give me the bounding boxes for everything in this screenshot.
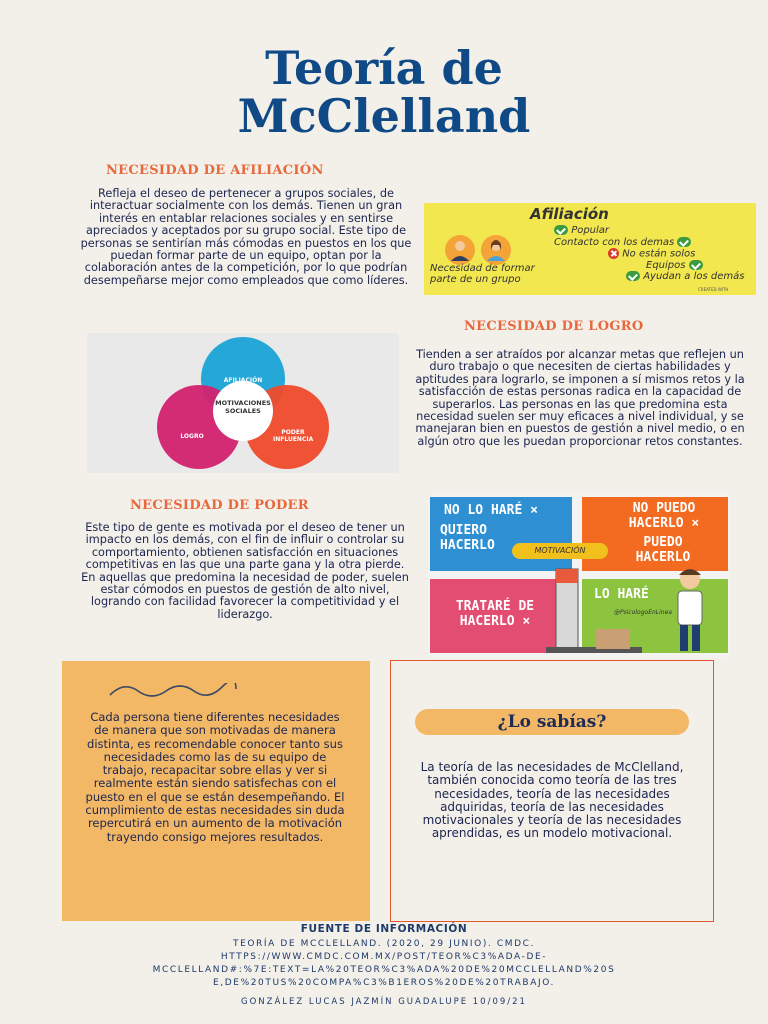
fuente-line-4: E,DE%20TUS%20COMPA%C3%B1EROS%20DE%20TRABAJO. <box>213 978 555 988</box>
people-icon <box>442 233 518 267</box>
x-icon <box>608 248 619 259</box>
afiliacion-image-note: Necesidad de formar parte de un grupo <box>430 263 535 285</box>
title-line-2: McClelland <box>237 89 531 143</box>
afiliacion-heading: NECESIDAD DE AFILIACIÓN <box>106 163 324 178</box>
venn-logro-label: LOGRO <box>180 433 204 440</box>
check-icon <box>554 225 568 235</box>
sabias-title: ¿Lo sabías? <box>415 709 689 735</box>
afiliacion-item-4: Equipos <box>646 260 703 271</box>
motivacion-image <box>428 495 730 657</box>
check-icon <box>677 237 691 247</box>
poder-heading: NECESIDAD DE PODER <box>130 498 309 513</box>
afiliacion-text: Refleja el deseo de pertenecer a grupos sociales, de interactuar socialmente con los demás. Tienen un gran interés en entablar relaciones sociales y en sentirse apreciados y aceptados por su grupo social. Este tipo de personas se sentirían más cómodas en puestos en los que puedan formar parte de un equipo, optan por la colaboración antes de la competición, por lo que podrían desempeñarse mejor como empleados que como líderes. <box>80 187 412 287</box>
fuente-line-1: TEORÍA DE MCCLELLAND. (2020, 29 JUNIO). CMDC. <box>232 939 535 949</box>
sabias-box <box>390 660 714 922</box>
motivacion-handle: @PsicologoEnLinea <box>614 609 672 616</box>
fuente-line-2: HTTPS://WWW.CMDC.COM.MX/POST/TEOR%C3%ADA-DE- <box>220 952 548 962</box>
credit-text: CREATED WITH <box>698 287 729 292</box>
wave-decoration <box>108 683 238 699</box>
motivacion-center-label: MOTIVACIÓN <box>512 543 608 559</box>
motivaciones-diagram <box>87 333 399 473</box>
label-tratare: TRATARÉ DE HACERLO × <box>455 599 535 629</box>
label-no-puedo: NO PUEDO HACERLO × <box>628 501 700 531</box>
venn-poder-label: PODER INFLUENCIA <box>273 429 314 443</box>
page-title <box>0 41 768 143</box>
afiliacion-item-5: Ayudan a los demás <box>626 271 744 282</box>
label-no-lo-hare: NO LO HARÉ × <box>444 503 538 518</box>
fuente-line-3: MCCLELLAND#:%7E:TEXT=LA%20TEOR%C3%ADA%20DE%20MCCLELLAND%20S <box>152 965 616 975</box>
fuente-heading: FUENTE DE INFORMACIÓN <box>300 923 468 935</box>
check-icon <box>626 271 640 281</box>
check-icon <box>689 260 703 270</box>
afiliacion-image <box>424 203 756 295</box>
venn-center-label: MOTIVACIONES SOCIALES <box>215 399 271 415</box>
label-lo-hare: LO HARÉ <box>594 587 649 602</box>
afiliacion-image-title: Afiliación <box>530 205 609 223</box>
podium-icon <box>542 559 652 655</box>
logro-heading: NECESIDAD DE LOGRO <box>464 319 644 334</box>
venn-afiliacion-label: AFILIACIÓN <box>223 377 263 384</box>
afiliacion-item-1: Popular <box>554 225 609 236</box>
label-quiero: QUIERO HACERLO <box>440 523 495 553</box>
sabias-text: La teoría de las necesidades de McClelland, también conocida como teoría de las tres necesidades, teoría de las necesidades adquiridas, teoría de las necesidades motivacionales y teoría de las necesidades aprendidas, es un modelo motivacional. <box>420 760 684 841</box>
afiliacion-item-2: Contacto con los demas <box>554 237 691 248</box>
afiliacion-item-3: No están solos <box>608 248 695 260</box>
nota-text: Cada persona tiene diferentes necesidades de manera que son motivadas de manera distinta, es recomendable conocer tanto sus necesidades como las de su equipo de trabajo, recapacitar sobre ellas y ver si realmente están siendo satisfechas con el puesto en el que se están desempeñando. El cumplimiento de estas necesidades sin duda repercutirá en un aumento de la motivación trayendo consigo mejores resultados. <box>85 710 345 844</box>
title-line-1: Teoría de <box>265 41 503 95</box>
nota-box <box>62 661 370 921</box>
logro-text: Tienden a ser atraídos por alcanzar metas que reflejen un duro trabajo o que necesiten de ciertas habilidades y aptitudes para lograrlo, se imponen a sí mismos retos y la satisfacción de estas personas radica en la capacidad de superarlos. Las personas en las que predomina esta necesidad suelen ser muy eficaces a nivel individual, y se manejaran bien en puestos de gestión a nivel medio, o en algún otro que les puedan proporcionar retos constantes. <box>415 348 745 448</box>
poder-text: Este tipo de gente es motivada por el deseo de tener un impacto en los demás, con el fin de influir o controlar su comportamiento, obtienen satisfacción en situaciones competitivas en las que una parte gana y la otra pierde. En aquellas que predomina la necesidad de poder, suelen estar cómodos en puestos de gestión de alto nivel, logrando con facilidad favorecer la competitividad y el liderazgo. <box>81 521 409 621</box>
label-puedo: PUEDO HACERLO <box>635 535 691 565</box>
person-icon <box>666 567 722 655</box>
author-line: GONZÁLEZ LUCAS JAZMÍN GUADALUPE 10/09/21 <box>241 997 527 1007</box>
